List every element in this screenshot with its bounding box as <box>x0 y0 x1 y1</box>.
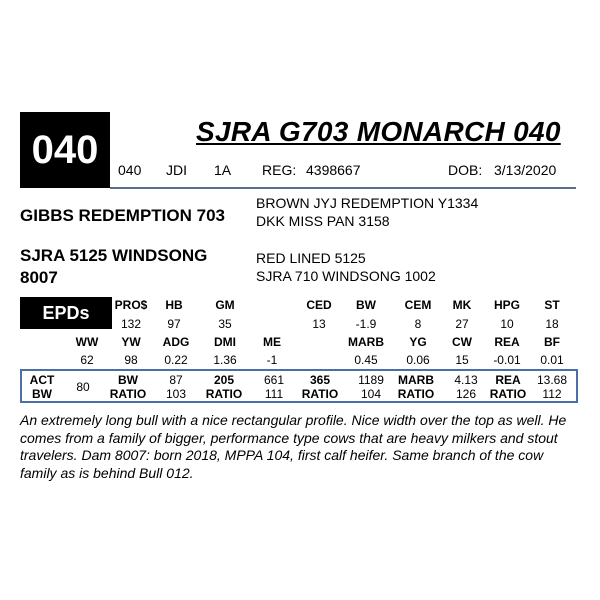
reg-label: REG: <box>262 162 297 178</box>
animal-name: SJRA G703 MONARCH 040 <box>196 116 561 147</box>
epd-header: CED <box>306 298 332 312</box>
epd-value: 8 <box>414 317 422 331</box>
dam-sire: RED LINED 5125 <box>256 250 366 266</box>
epd-header: MARB <box>348 335 384 349</box>
epd-header: DMI <box>214 335 236 349</box>
w365-ratio: 104 <box>360 387 382 401</box>
epd-value: 27 <box>455 317 469 331</box>
actual-bw: 80 <box>76 380 90 394</box>
marb-head-top: MARB <box>398 373 434 387</box>
epd-value: 13 <box>312 317 326 331</box>
epd-value: 15 <box>455 353 469 367</box>
reg-number: 4398667 <box>306 162 361 178</box>
epd-header: BW <box>356 298 376 312</box>
w365-head-bottom: RATIO <box>301 387 339 401</box>
epd-header-row-1 <box>0 298 600 314</box>
epd-value: 0.01 <box>540 353 564 367</box>
epd-label: EPDs <box>20 297 112 329</box>
epd-value: 0.06 <box>406 353 430 367</box>
dob-value: 3/13/2020 <box>494 162 557 178</box>
dam-name-line1: SJRA 5125 WINDSONG <box>20 246 208 265</box>
epd-header: CW <box>452 335 472 349</box>
w365-value: 1189 <box>358 373 384 387</box>
epd-header: WW <box>75 335 99 349</box>
epd-value: 10 <box>500 317 514 331</box>
epd-value: 0.45 <box>354 353 378 367</box>
tattoo: 040 <box>118 162 142 178</box>
epd-header: HPG <box>493 298 520 312</box>
actual-label-bottom: BW <box>32 387 52 401</box>
marb-head-bottom: RATIO <box>397 387 435 401</box>
dam-name-line2: 8007 <box>20 268 58 287</box>
header-divider <box>110 187 576 189</box>
epd-value: 132 <box>120 317 142 331</box>
w205-value: 661 <box>263 373 285 387</box>
marb-value: 4.13 <box>454 373 478 387</box>
rea-ratio: 112 <box>542 387 562 401</box>
horn-code: 1A <box>214 162 232 178</box>
w205-head-top: 205 <box>213 373 235 387</box>
epd-header-row-2 <box>0 335 600 351</box>
epd-header: MK <box>452 298 472 312</box>
marb-ratio: 126 <box>455 387 477 401</box>
rea-value: 13.68 <box>536 373 568 387</box>
bw-ratio-value: 87 <box>169 373 183 387</box>
epd-header: ME <box>263 335 281 349</box>
dam-dam: SJRA 710 WINDSONG 1002 <box>256 268 436 284</box>
epd-header: ADG <box>162 335 190 349</box>
epd-header: YW <box>121 335 141 349</box>
epd-value: 98 <box>124 353 138 367</box>
sire-sire: BROWN JYJ REDEMPTION Y1334 <box>256 195 479 211</box>
epd-header: YG <box>409 335 427 349</box>
sire-dam: DKK MISS PAN 3158 <box>256 213 390 229</box>
breed-code: JDI <box>166 162 187 178</box>
w365-head-top: 365 <box>309 373 331 387</box>
epd-header: GM <box>215 298 235 312</box>
epd-value: 62 <box>80 353 94 367</box>
rea-head-bottom: RATIO <box>489 387 527 401</box>
epd-value: 18 <box>545 317 559 331</box>
epd-value: -0.01 <box>493 353 521 367</box>
bw-ratio-value-2: 103 <box>165 387 187 401</box>
bw-ratio-head-bottom: RATIO <box>109 387 147 401</box>
epd-header: REA <box>494 335 520 349</box>
w205-ratio: 111 <box>264 387 284 401</box>
bull-description: An extremely long bull with a nice rectangular profile. Nice width over the top as well. He comes from a family of bigger, performance type cows that are heavy milkers and stout travelers. Dam 8007: born 2018, MPPA 104, first calf heifer. Same branch of the cow family as is behind Bull 012. <box>20 412 567 481</box>
lot-number: 040 <box>20 112 110 188</box>
epd-value: 97 <box>167 317 181 331</box>
epd-value: 0.22 <box>164 353 188 367</box>
dob-label: DOB: <box>448 162 483 178</box>
epd-header: ST <box>544 298 560 312</box>
epd-header: BF <box>544 335 560 349</box>
epd-value: 1.36 <box>213 353 237 367</box>
rea-head-top: REA <box>495 373 521 387</box>
epd-value-row-1 <box>0 317 600 333</box>
epd-value: -1 <box>266 353 278 367</box>
epd-value: 35 <box>218 317 232 331</box>
w205-head-bottom: RATIO <box>205 387 243 401</box>
actual-label-top: ACT <box>29 373 55 387</box>
epd-value-row-2 <box>0 353 600 369</box>
epd-header: PRO$ <box>114 298 148 312</box>
sire-name: GIBBS REDEMPTION 703 <box>20 206 225 225</box>
epd-value: -1.9 <box>355 317 377 331</box>
bw-ratio-head-top: BW <box>118 373 138 387</box>
actual-performance-box <box>20 369 578 403</box>
epd-header: CEM <box>404 298 432 312</box>
epd-header: HB <box>165 298 183 312</box>
